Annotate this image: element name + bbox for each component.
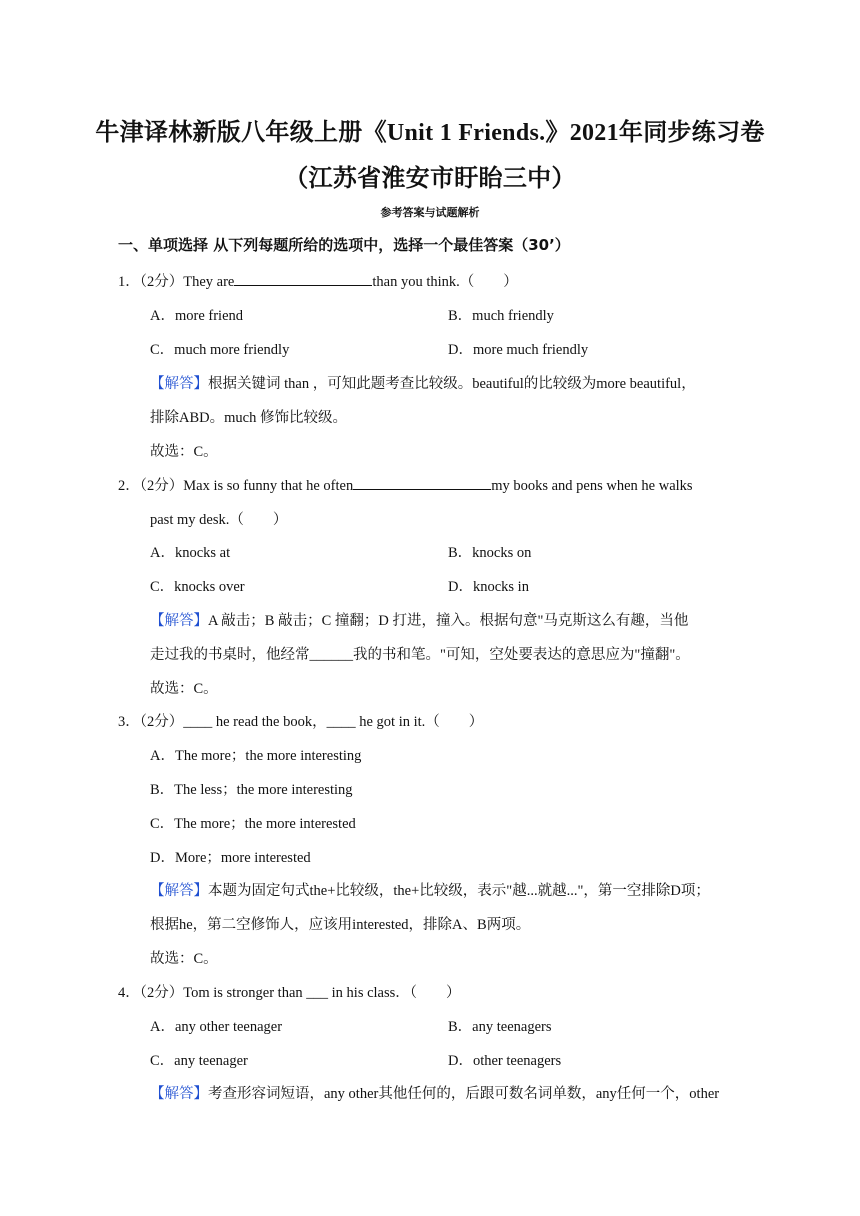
question-1-option-c: C．much more friendly	[150, 342, 290, 358]
question-2-result: 故选：C。	[150, 681, 218, 697]
question-2-explanation: 【解答】A 敲击；B 敲击；C 撞翻；D 打进，撞入。根据句意"马克斯这么有趣，当他	[150, 613, 689, 629]
question-4-option-c: C．any teenager	[150, 1053, 248, 1069]
question-4-explanation: 【解答】考查形容词短语，any other其他任何的，后跟可数名词单数，any任何一个，other	[150, 1086, 720, 1102]
question-4-option-b: B．any teenagers	[448, 1019, 552, 1035]
answer-tag: 【解答】	[150, 613, 208, 629]
question-3-option-b: B．The less；the more interesting	[150, 782, 353, 798]
question-4-option-a: A．any other teenager	[150, 1019, 283, 1035]
question-3-result: 故选：C。	[150, 951, 218, 967]
section-heading: 一、单项选择 从下列每题所给的选项中，选择一个最佳答案（30’）	[118, 236, 570, 254]
document-title: 牛津译林新版八年级上册《Unit 1 Friends.》2021年同步练习卷	[95, 120, 765, 146]
answer-tag: 【解答】	[150, 883, 208, 899]
question-2-stem: 2．（2分）Max is so funny that he often my books and pens when he walks	[118, 478, 693, 494]
question-3-explanation-cont: 根据he，第二空修饰人，应该用interested，排除A、B两项。	[150, 917, 531, 933]
answer-blank	[234, 273, 372, 286]
question-1-option-a: A．more friend	[150, 308, 244, 324]
answer-tag: 【解答】	[150, 1086, 208, 1102]
question-1-option-d: D．more much friendly	[448, 342, 589, 358]
question-1-option-b: B．much friendly	[448, 308, 554, 324]
question-3-option-c: C．The more；the more interested	[150, 816, 356, 832]
question-3-option-d: D．More；more interested	[150, 850, 311, 866]
document-title-school: （江苏省淮安市盱眙三中）	[284, 166, 576, 192]
question-2-option-c: C．knocks over	[150, 579, 245, 595]
question-3-stem: 3．（2分）____ he read the book，____ he got in it.（ ）	[118, 714, 484, 730]
question-1-result: 故选：C。	[150, 444, 218, 460]
question-2-stem-cont: past my desk.（ ）	[150, 512, 288, 528]
question-4-stem: 4．（2分）Tom is stronger than ___ in his class．（ ）	[118, 985, 461, 1001]
question-4-option-d: D．other teenagers	[448, 1053, 562, 1069]
question-2-option-b: B．knocks on	[448, 545, 532, 561]
document-subtitle: 参考答案与试题解析	[380, 206, 480, 219]
question-3-explanation: 【解答】本题为固定句式the+比较级，the+比较级，表示"越...就越..."，第一空排除D项；	[150, 883, 710, 899]
answer-blank	[353, 477, 491, 490]
question-3-option-a: A．The more；the more interesting	[150, 748, 362, 764]
question-2-option-d: D．knocks in	[448, 579, 529, 595]
answer-tag: 【解答】	[150, 376, 208, 392]
question-2-option-a: A．knocks at	[150, 545, 231, 561]
question-1-explanation-cont: 排除ABD。much 修饰比较级。	[150, 410, 347, 426]
question-1-stem: 1．（2分）They are than you think.（ ）	[118, 274, 518, 290]
question-1-explanation: 【解答】根据关键词 than ，可知此题考查比较级。beautiful的比较级为more beautiful，	[150, 376, 696, 392]
question-2-explanation-cont: 走过我的书桌时，他经常______我的书和笔。"可知，空处要表达的意思应为"撞翻"。	[150, 647, 690, 663]
